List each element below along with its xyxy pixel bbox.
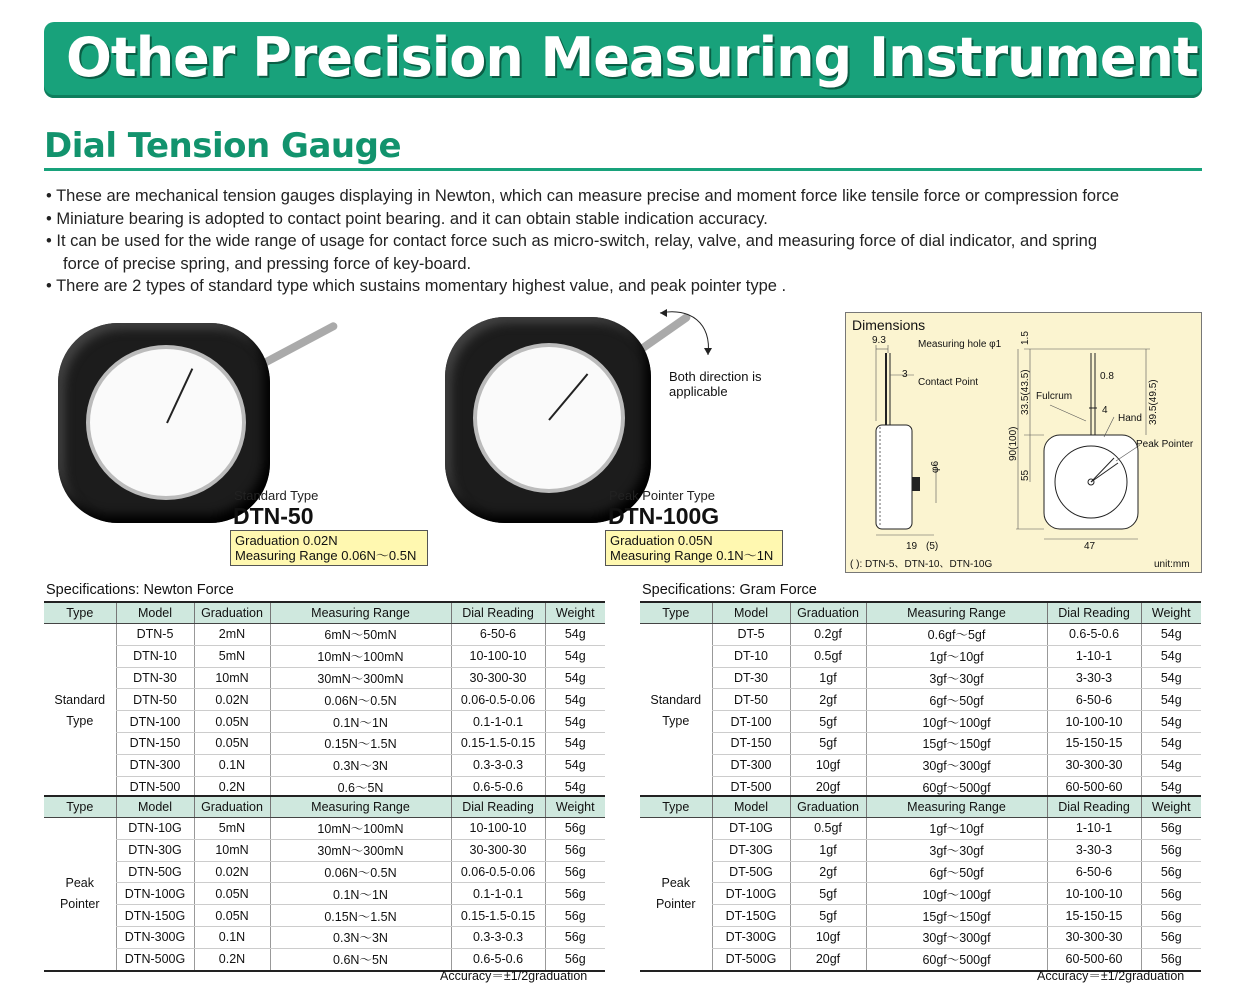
table-cell: 30-300-30 [451, 667, 545, 689]
table-cell: 6-50-6 [451, 624, 545, 646]
feature-item: • It can be used for the wide range of usage for contact force such as micro-switch, relay, valve, and measuring force of dial indicator, and spring [46, 232, 1098, 250]
column-header: Graduation [194, 796, 270, 818]
table-cell: 56g [1141, 905, 1201, 927]
table-cell: 0.05N [194, 883, 270, 905]
table-cell: 0.02N [194, 861, 270, 883]
column-header: Weight [1141, 602, 1201, 624]
table-cell: 20gf [790, 776, 866, 798]
table-cell: 56g [1141, 839, 1201, 861]
column-header: Dial Reading [451, 796, 545, 818]
table-cell: DTN-300 [116, 754, 194, 776]
table-cell: DTN-10G [116, 818, 194, 840]
table-cell: 0.15N～1.5N [270, 732, 451, 754]
table-row [44, 645, 605, 667]
fulcrum-label: Fulcrum [1036, 391, 1073, 402]
table-row [44, 689, 605, 711]
table-cell: 30mN～300mN [270, 839, 451, 861]
table-cell: 0.1N～1N [270, 711, 451, 733]
table-cell: DTN-100G [116, 883, 194, 905]
table-cell: 0.3-3-0.3 [451, 754, 545, 776]
gram-peak-table [640, 795, 1201, 972]
table-row [44, 754, 605, 776]
table-cell: 0.3-3-0.3 [451, 926, 545, 948]
table-row [44, 624, 605, 646]
table-cell: 0.6-5-0.6 [451, 948, 545, 970]
table-cell: DTN-150G [116, 905, 194, 927]
table-row [44, 861, 605, 883]
table-cell: 54g [545, 732, 605, 754]
table-cell: 10mN～100mN [270, 818, 451, 840]
table-cell: 60-500-60 [1047, 776, 1141, 798]
table-cell: 0.2gf [790, 624, 866, 646]
table-cell: 10gf～100gf [866, 711, 1047, 733]
newton-peak-table [44, 795, 605, 972]
gram-accuracy-note: Accuracy＝±1/2graduation [1037, 969, 1185, 983]
column-header: Type [640, 796, 712, 818]
dim-19: 19 [906, 541, 918, 552]
table-row [640, 645, 1201, 667]
table-row [640, 861, 1201, 883]
table-cell: 30-300-30 [451, 839, 545, 861]
table-row [44, 839, 605, 861]
table-cell: 0.5gf [790, 818, 866, 840]
table-header-row [44, 602, 605, 624]
type-cell: Peak Pointer [640, 818, 712, 971]
table-cell: 54g [545, 645, 605, 667]
table-cell: 56g [1141, 926, 1201, 948]
table-cell: 30-300-30 [1047, 926, 1141, 948]
table-cell: 0.6-5-0.6 [1047, 624, 1141, 646]
table-cell: 0.05N [194, 711, 270, 733]
column-header: Dial Reading [451, 602, 545, 624]
column-header: Weight [545, 796, 605, 818]
table-cell: 0.3N～3N [270, 926, 451, 948]
table-cell: DTN-300G [116, 926, 194, 948]
table-cell: 15gf～150gf [866, 732, 1047, 754]
gram-table-title: Specifications: Gram Force [642, 582, 817, 598]
table-cell: 56g [545, 948, 605, 970]
type-cell: Peak Pointer [44, 818, 116, 971]
table-cell: 0.6N～5N [270, 948, 451, 970]
table-cell: DT-100G [712, 883, 790, 905]
table-cell: 60gf～500gf [866, 948, 1047, 970]
table-row [640, 689, 1201, 711]
table-cell: 10-100-10 [451, 818, 545, 840]
table-cell: 2gf [790, 689, 866, 711]
dim-0-8: 0.8 [1100, 371, 1114, 382]
table-cell: 0.15-1.5-0.15 [451, 732, 545, 754]
dim-1-5: 1.5 [1020, 331, 1031, 345]
table-cell: 6-50-6 [1047, 861, 1141, 883]
column-header: Type [44, 796, 116, 818]
contact-point-label: Contact Point [918, 377, 979, 388]
table-cell: 3gf～30gf [866, 667, 1047, 689]
table-row [640, 711, 1201, 733]
table-cell: 54g [1141, 645, 1201, 667]
table-cell: DT-150 [712, 732, 790, 754]
dimensions-diagram [845, 312, 1202, 573]
table-cell: 54g [545, 776, 605, 798]
table-cell: 0.06N～0.5N [270, 689, 451, 711]
column-header: Type [640, 602, 712, 624]
column-header: Measuring Range [866, 796, 1047, 818]
newton-standard-table [44, 601, 605, 799]
table-cell: 54g [545, 711, 605, 733]
table-cell: 56g [545, 818, 605, 840]
table-cell: 30gf～300gf [866, 754, 1047, 776]
table-cell: 54g [1141, 754, 1201, 776]
table-cell: 0.1N～1N [270, 883, 451, 905]
table-cell: 10-100-10 [1047, 711, 1141, 733]
table-cell: 10mN～100mN [270, 645, 451, 667]
table-cell: 6gf～50gf [866, 689, 1047, 711]
table-cell: 0.6-5-0.6 [451, 776, 545, 798]
table-cell: 5gf [790, 711, 866, 733]
table-cell: 3-30-3 [1047, 667, 1141, 689]
table-cell: 30-300-30 [1047, 754, 1141, 776]
column-header: Weight [545, 602, 605, 624]
dim-4: 4 [1102, 405, 1108, 416]
standard-spec-box: Graduation 0.02N Measuring Range 0.06N～0.5N [230, 530, 428, 566]
table-cell: 54g [545, 754, 605, 776]
column-header: Dial Reading [1047, 796, 1141, 818]
table-cell: 56g [1141, 818, 1201, 840]
table-cell: 3-30-3 [1047, 839, 1141, 861]
table-cell: 5gf [790, 732, 866, 754]
peak-type-label: Peak Pointer Type [609, 488, 715, 503]
table-cell: DTN-50 [116, 689, 194, 711]
standard-type-label: Standard Type [234, 488, 319, 503]
type-cell: Standard Type [44, 624, 116, 799]
table-row [640, 905, 1201, 927]
table-cell: 30mN～300mN [270, 667, 451, 689]
table-cell: 15-150-15 [1047, 732, 1141, 754]
direction-note: Both direction is applicable [669, 369, 762, 399]
column-header: Dial Reading [1047, 602, 1141, 624]
table-cell: 15gf～150gf [866, 905, 1047, 927]
table-cell: 54g [545, 689, 605, 711]
table-cell: 0.3N～3N [270, 754, 451, 776]
newton-accuracy-note: Accuracy＝±1/2graduation [440, 969, 588, 983]
table-cell: 0.1N [194, 754, 270, 776]
table-cell: 6gf～50gf [866, 861, 1047, 883]
table-cell: DT-50G [712, 861, 790, 883]
table-cell: 0.1N [194, 926, 270, 948]
table-cell: DT-300 [712, 754, 790, 776]
table-cell: DTN-100 [116, 711, 194, 733]
table-cell: DTN-10 [116, 645, 194, 667]
table-cell: 0.15-1.5-0.15 [451, 905, 545, 927]
table-cell: DT-5 [712, 624, 790, 646]
table-cell: 56g [545, 905, 605, 927]
table-row [640, 926, 1201, 948]
table-cell: 6mN～50mN [270, 624, 451, 646]
feature-list [46, 185, 1216, 298]
feature-item: • These are mechanical tension gauges displaying in Newton, which can measure precise and moment force like tensile force or compression force [46, 187, 1120, 205]
table-cell: 56g [545, 861, 605, 883]
dim-39-5: 39.5(49.5) [1148, 379, 1159, 425]
table-cell: 56g [545, 926, 605, 948]
table-cell: DT-50 [712, 689, 790, 711]
table-cell: 30gf～300gf [866, 926, 1047, 948]
table-cell: 54g [1141, 711, 1201, 733]
table-cell: 0.02N [194, 689, 270, 711]
table-cell: 1gf [790, 667, 866, 689]
standard-model-label: DTN-50 [233, 503, 314, 529]
table-cell: 10gf～100gf [866, 883, 1047, 905]
table-cell: 5gf [790, 883, 866, 905]
table-cell: DT-500G [712, 948, 790, 970]
table-cell: 54g [545, 667, 605, 689]
feature-item: • There are 2 types of standard type which sustains momentary highest value, and peak pointer type . [46, 277, 787, 295]
table-cell: 2mN [194, 624, 270, 646]
table-cell: 56g [1141, 948, 1201, 970]
table-cell: DT-100 [712, 711, 790, 733]
unit-label: unit:mm [1154, 559, 1190, 570]
measuring-hole-label: Measuring hole φ1 [918, 339, 1002, 350]
table-row [44, 818, 605, 840]
table-row [44, 926, 605, 948]
table-cell: 1-10-1 [1047, 645, 1141, 667]
table-cell: DTN-150 [116, 732, 194, 754]
table-row [640, 732, 1201, 754]
table-cell: 10gf [790, 926, 866, 948]
direction-arrow-icon [650, 305, 730, 365]
column-header: Graduation [790, 796, 866, 818]
table-row [44, 732, 605, 754]
table-row [640, 624, 1201, 646]
table-cell: 0.06-0.5-0.06 [451, 861, 545, 883]
page-title: Other Precision Measuring Instrument [66, 26, 1198, 89]
table-cell: 0.1-1-0.1 [451, 711, 545, 733]
table-cell: 54g [1141, 732, 1201, 754]
section-divider [44, 168, 1202, 171]
table-row [44, 711, 605, 733]
table-cell: 0.15N～1.5N [270, 905, 451, 927]
table-cell: 0.5gf [790, 645, 866, 667]
table-cell: 0.2N [194, 776, 270, 798]
table-cell: 54g [1141, 667, 1201, 689]
table-cell: 2gf [790, 861, 866, 883]
table-cell: 5gf [790, 905, 866, 927]
column-header: Measuring Range [270, 796, 451, 818]
table-cell: 0.2N [194, 948, 270, 970]
table-cell: 15-150-15 [1047, 905, 1141, 927]
table-header-row [640, 796, 1201, 818]
table-cell: 1gf～10gf [866, 645, 1047, 667]
table-cell: 60gf～500gf [866, 776, 1047, 798]
section-title: Dial Tension Gauge [44, 126, 401, 166]
column-header: Measuring Range [270, 602, 451, 624]
dim-55: 55 [1020, 469, 1031, 481]
table-cell: 0.6gf～5gf [866, 624, 1047, 646]
feature-item: • Miniature bearing is adopted to contact point bearing. and it can obtain stable indication accuracy. [46, 209, 768, 228]
table-cell: 54g [1141, 689, 1201, 711]
column-header: Model [712, 602, 790, 624]
table-cell: 10-100-10 [451, 645, 545, 667]
table-cell: 6-50-6 [1047, 689, 1141, 711]
table-cell: DTN-500G [116, 948, 194, 970]
dim-47: 47 [1084, 541, 1096, 552]
table-cell: DT-150G [712, 905, 790, 927]
table-cell: 0.06-0.5-0.06 [451, 689, 545, 711]
table-cell: 56g [545, 839, 605, 861]
dimensions-title: Dimensions [852, 317, 926, 333]
table-cell: 5mN [194, 645, 270, 667]
column-header: Type [44, 602, 116, 624]
column-header: Model [116, 796, 194, 818]
hand-label: Hand [1118, 413, 1142, 424]
dim-33-5: 33.5(43.5) [1020, 369, 1031, 415]
dim-5: (5) [926, 541, 939, 552]
peak-pointer-label: Peak Pointer [1136, 439, 1194, 450]
table-row [44, 883, 605, 905]
table-cell: 1-10-1 [1047, 818, 1141, 840]
newton-table-title: Specifications: Newton Force [46, 582, 234, 598]
column-header: Weight [1141, 796, 1201, 818]
table-header-row [44, 796, 605, 818]
table-row [640, 839, 1201, 861]
table-cell: DT-10 [712, 645, 790, 667]
dimensions-footnote: ( ): DTN-5、DTN-10、DTN-10G [850, 559, 993, 570]
table-cell: 60-500-60 [1047, 948, 1141, 970]
column-header: Model [712, 796, 790, 818]
table-cell: DT-500 [712, 776, 790, 798]
table-row [640, 818, 1201, 840]
table-cell: 56g [1141, 883, 1201, 905]
table-cell: 54g [545, 624, 605, 646]
table-cell: 0.05N [194, 732, 270, 754]
column-header: Graduation [194, 602, 270, 624]
table-cell: DT-300G [712, 926, 790, 948]
table-row [640, 667, 1201, 689]
dim-9-3: 9.3 [872, 335, 886, 346]
dim-3: 3 [902, 369, 908, 380]
dim-phi6: φ6 [930, 460, 941, 473]
table-cell: DTN-5 [116, 624, 194, 646]
peak-spec-box: Graduation 0.05N Measuring Range 0.1N～1N [605, 530, 783, 566]
table-header-row [640, 602, 1201, 624]
table-cell: 0.05N [194, 905, 270, 927]
table-cell: DTN-30 [116, 667, 194, 689]
dimensions-drawing [846, 313, 1201, 572]
gram-standard-table [640, 601, 1201, 799]
table-row [640, 883, 1201, 905]
table-cell: 0.6～5N [270, 776, 451, 798]
table-cell: DT-30 [712, 667, 790, 689]
type-cell: Standard Type [640, 624, 712, 799]
table-cell: 5mN [194, 818, 270, 840]
column-header: Graduation [790, 602, 866, 624]
dim-90: 90(100) [1008, 426, 1019, 461]
feature-item: force of precise spring, and pressing force of key-board. [63, 254, 472, 273]
table-cell: 54g [1141, 776, 1201, 798]
table-cell: 3gf～30gf [866, 839, 1047, 861]
table-cell: 0.1-1-0.1 [451, 883, 545, 905]
table-cell: DTN-30G [116, 839, 194, 861]
table-cell: 10mN [194, 839, 270, 861]
table-cell: 10gf [790, 754, 866, 776]
table-cell: 1gf [790, 839, 866, 861]
table-row [640, 754, 1201, 776]
column-header: Model [116, 602, 194, 624]
table-cell: DTN-500 [116, 776, 194, 798]
table-cell: 10mN [194, 667, 270, 689]
table-cell: DT-10G [712, 818, 790, 840]
table-cell: DT-30G [712, 839, 790, 861]
table-cell: 54g [1141, 624, 1201, 646]
table-row [44, 905, 605, 927]
table-cell: 1gf～10gf [866, 818, 1047, 840]
table-cell: 10-100-10 [1047, 883, 1141, 905]
table-cell: 56g [545, 883, 605, 905]
column-header: Measuring Range [866, 602, 1047, 624]
table-cell: 20gf [790, 948, 866, 970]
peak-model-label: DTN-100G [608, 503, 720, 529]
table-cell: 56g [1141, 861, 1201, 883]
table-row [44, 667, 605, 689]
table-cell: DTN-50G [116, 861, 194, 883]
table-cell: 0.06N～0.5N [270, 861, 451, 883]
